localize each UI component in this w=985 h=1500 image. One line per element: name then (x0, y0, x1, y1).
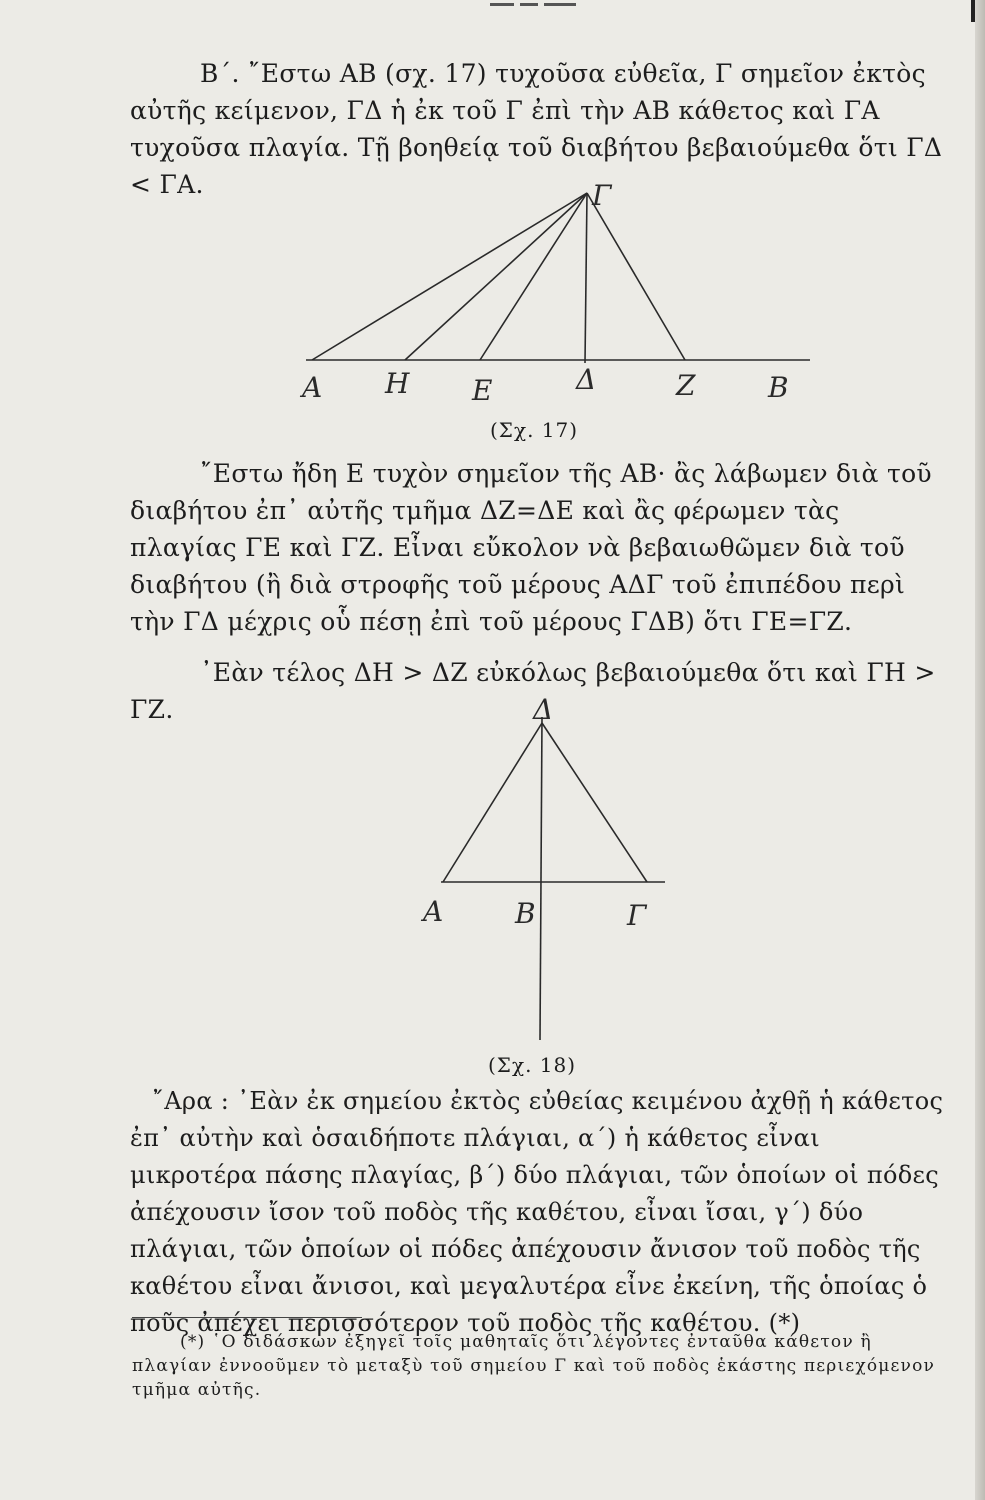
fig17-label-g: Γ (592, 179, 612, 212)
fig17-label-z: Z (676, 369, 696, 402)
fig17-label-d: Δ (576, 363, 597, 396)
fig18-side-da (443, 723, 542, 882)
footnote: (*) ῾Ο διδάσκων ἐξηγεῖ τοῖς μαθηταῖς ὅτι λέγοντες ἐνταῦθα κάθετον ἢ πλαγίαν ἐννοοῦμεν τὸ μεταξὺ τοῦ σημείου Γ καὶ τοῦ ποδὸς ἑκάστης περιεχόμενον τμῆμα αὐτῆς. (132, 1332, 936, 1400)
paragraph-equal-obliques: ῎Εστω ἤδη Ε τυχὸν σημεῖον τῆς ΑΒ· ἂς λάβωμεν διὰ τοῦ διαβήτου ἐπ᾽ αὐτῆς τμῆμα ΔΖ=ΔΕ καὶ ἂς φέρωμεν τὰς πλαγίας ΓΕ καὶ ΓΖ. Εἶναι εὔκολον νὰ βεβαιωθῶμεν διὰ τοῦ διαβήτου (ἢ διὰ στροφῆς τοῦ μέρους ΑΔΓ τοῦ ἐπιπέδου περὶ τὴν ΓΔ μέχρις οὗ πέσῃ ἐπὶ τοῦ μέρους ΓΔΒ) ὅτι ΓΕ=ΓΖ. (130, 459, 932, 636)
fig18-perpendicular (540, 717, 542, 1040)
fig17-perpendicular-gd (585, 193, 587, 363)
figure-17 (300, 179, 820, 410)
fig17-label-e: E (472, 374, 493, 407)
caption-figure-18: (Σχ. 18) (488, 1053, 577, 1077)
paragraph-unequal-obliques: ᾽Εὰν τέλος ΔΗ > ΔΖ εὐκόλως βεβαιούμεθα ὅτι καὶ ΓΗ > ΓΖ. (130, 658, 936, 724)
fig17-label-b: B (768, 371, 789, 404)
paragraph-proposition-b: Β΄. ῎Εστω ΑΒ (σχ. 17) τυχοῦσα εὐθεῖα, Γ σημεῖον ἐκτὸς αὐτῆς κείμενον, ΓΔ ἡ ἐκ τοῦ Γ ἐπὶ τὴν ΑΒ κάθετος καὶ ΓΑ τυχοῦσα πλαγία. Τῇ βοηθείᾳ τοῦ διαβήτου βεβαιούμεθα ὅτι ΓΔ < ΓΑ. (130, 59, 943, 199)
fig18-label-d: Δ (533, 693, 554, 726)
fig17-segment-ga (312, 193, 587, 360)
fig17-segment-gz (587, 193, 685, 360)
footnote-rule (132, 1317, 362, 1318)
fig18-side-dg (542, 723, 647, 882)
page-edge-shadow (975, 0, 985, 1500)
caption-figure-17: (Σχ. 17) (490, 418, 579, 442)
fig18-label-b: B (515, 897, 536, 930)
page-number-mark (490, 0, 600, 8)
fig17-label-a: A (302, 371, 323, 404)
fig18-label-g: Γ (627, 899, 647, 932)
figure-18 (415, 695, 675, 1045)
fig18-label-a: A (423, 895, 444, 928)
paragraph-conclusion: ῎Αρα : ᾽Εὰν ἐκ σημείου ἐκτὸς εὐθείας κειμένου ἀχθῇ ἡ κάθετος ἐπ᾽ αὐτὴν καὶ ὁσαιδήποτε πλάγιαι, α΄) ἡ κάθετος εἶναι μικροτέρα πάσης πλαγίας, β΄) δύο πλάγιαι, τῶν ὁποίων οἱ πόδες ἀπέχουσιν ἴσον τοῦ ποδὸς τῆς καθέτου, εἶναι ἴσαι, γ΄) δύο πλάγιαι, τῶν ὁποίων οἱ πόδες ἀπέχουσιν ἄνισον τοῦ ποδὸς τῆς καθέτου εἶναι ἄνισοι, καὶ μεγαλυτέρα εἶνε ἐκείνη, τῆς ὁποίας ὁ ποῦς ἀπέχει περισσότερον τοῦ ποδὸς τῆς καθέτου. (*) (130, 1087, 944, 1337)
fig17-label-h: H (385, 367, 410, 400)
